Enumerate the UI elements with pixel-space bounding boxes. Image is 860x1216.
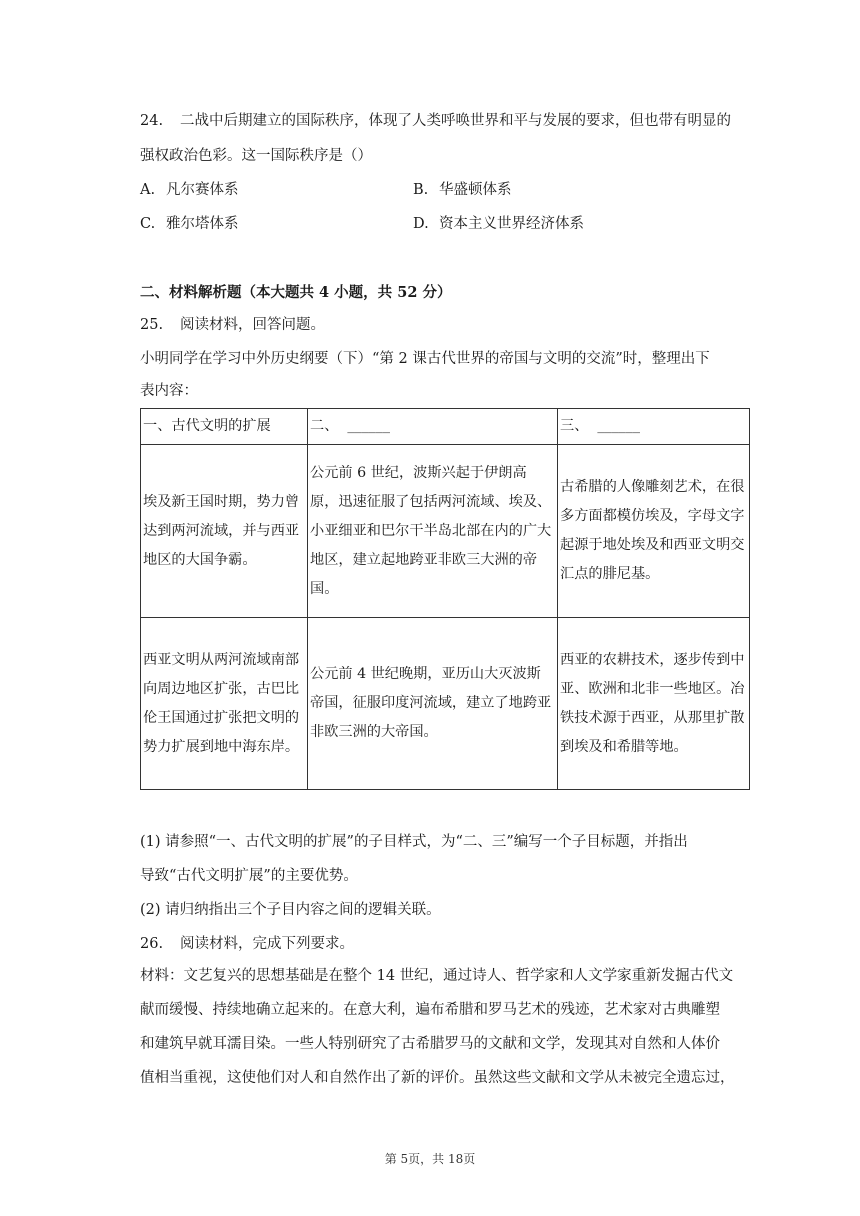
q24-stem-line1: 24. 二战中后期建立的国际秩序，体现了人类呼唤世界和平与发展的要求，但也带有明显的 xyxy=(140,113,731,129)
q25-subquestion-1-line1: (1) 请参照“一、古代文明的扩展”的子目样式，为“二、三”编写一个子目标题，并指出 xyxy=(140,834,688,850)
q24-number: 24. xyxy=(140,113,164,129)
table-cell: 西亚文明从两河流域南部向周边地区扩张，古巴比伦王国通过扩张把文明的势力扩展到地中海东岸。 xyxy=(141,618,308,790)
q24-option-a: A. 凡尔赛体系 xyxy=(140,182,239,198)
q24-option-b: B. 华盛顿体系 xyxy=(413,182,512,198)
q25-intro-line1: 小明同学在学习中外历史纲要（下）“第 2 课古代世界的帝国与文明的交流”时，整理出下 xyxy=(140,351,710,367)
q26-material-line: 值相当重视，这使他们对人和自然作出了新的评价。虽然这些文献和文学从未被完全遗忘过， xyxy=(140,1070,735,1086)
table-cell: 公元前 6 世纪，波斯兴起于伊朗高原，迅速征服了包括两河流域、埃及、小亚细亚和巴尔干半岛北部在内的广大地区，建立起地跨亚非欧三大洲的帝国。 xyxy=(308,445,558,618)
q25-intro-line2: 表内容： xyxy=(140,383,198,399)
q25-subquestion-2: (2) 请归纳指出三个子目内容之间的逻辑关联。 xyxy=(140,902,441,918)
q25-instruction: 25. 阅读材料，回答问题。 xyxy=(140,317,325,333)
table-header-cell: 二、 ______ xyxy=(308,409,558,445)
table-cell: 古希腊的人像雕刻艺术，在很多方面都模仿埃及，字母文字起源于地处埃及和西亚文明交汇点的腓尼基。 xyxy=(558,445,750,618)
table-header-row xyxy=(141,409,750,445)
q24-stem-line2: 强权政治色彩。这一国际秩序是（） xyxy=(140,148,372,164)
table-cell: 西亚的农耕技术，逐步传到中亚、欧洲和北非一些地区。冶铁技术源于西亚，从那里扩散到埃及和希腊等地。 xyxy=(558,618,750,790)
table-row xyxy=(141,445,750,618)
table-header-cell: 一、古代文明的扩展 xyxy=(141,409,308,445)
material-table xyxy=(140,408,750,790)
table-cell: 公元前 4 世纪晚期，亚历山大灭波斯帝国，征服印度河流域，建立了地跨亚非欧三洲的大帝国。 xyxy=(308,618,558,790)
table-row xyxy=(141,618,750,790)
section-heading: 二、材料解析题（本大题共 4 小题，共 52 分） xyxy=(140,284,452,301)
q26-number: 26. xyxy=(140,936,164,952)
q26-instruction: 26. 阅读材料，完成下列要求。 xyxy=(140,936,354,952)
q24-option-d: D. 资本主义世界经济体系 xyxy=(413,216,584,232)
page-footer: 第 5页，共 18页 xyxy=(384,1152,476,1166)
q26-material-line: 献而缓慢、持续地确立起来的。在意大利，遍布希腊和罗马艺术的残迹，艺术家对古典雕塑 xyxy=(140,1002,720,1018)
q25-subquestion-1-line2: 导致“古代文明扩展”的主要优势。 xyxy=(140,868,358,884)
table-cell: 埃及新王国时期，势力曾达到两河流域，并与西亚地区的大国争霸。 xyxy=(141,445,308,618)
q26-material-line: 材料：文艺复兴的思想基础是在整个 14 世纪，通过诗人、哲学家和人文学家重新发掘古代文 xyxy=(140,968,734,984)
q24-option-c: C. 雅尔塔体系 xyxy=(140,216,239,232)
q25-number: 25. xyxy=(140,317,164,333)
table-header-cell: 三、 ______ xyxy=(558,409,750,445)
q26-material-line: 和建筑早就耳濡目染。一些人特别研究了古希腊罗马的文献和文学，发现其对自然和人体价 xyxy=(140,1036,720,1052)
